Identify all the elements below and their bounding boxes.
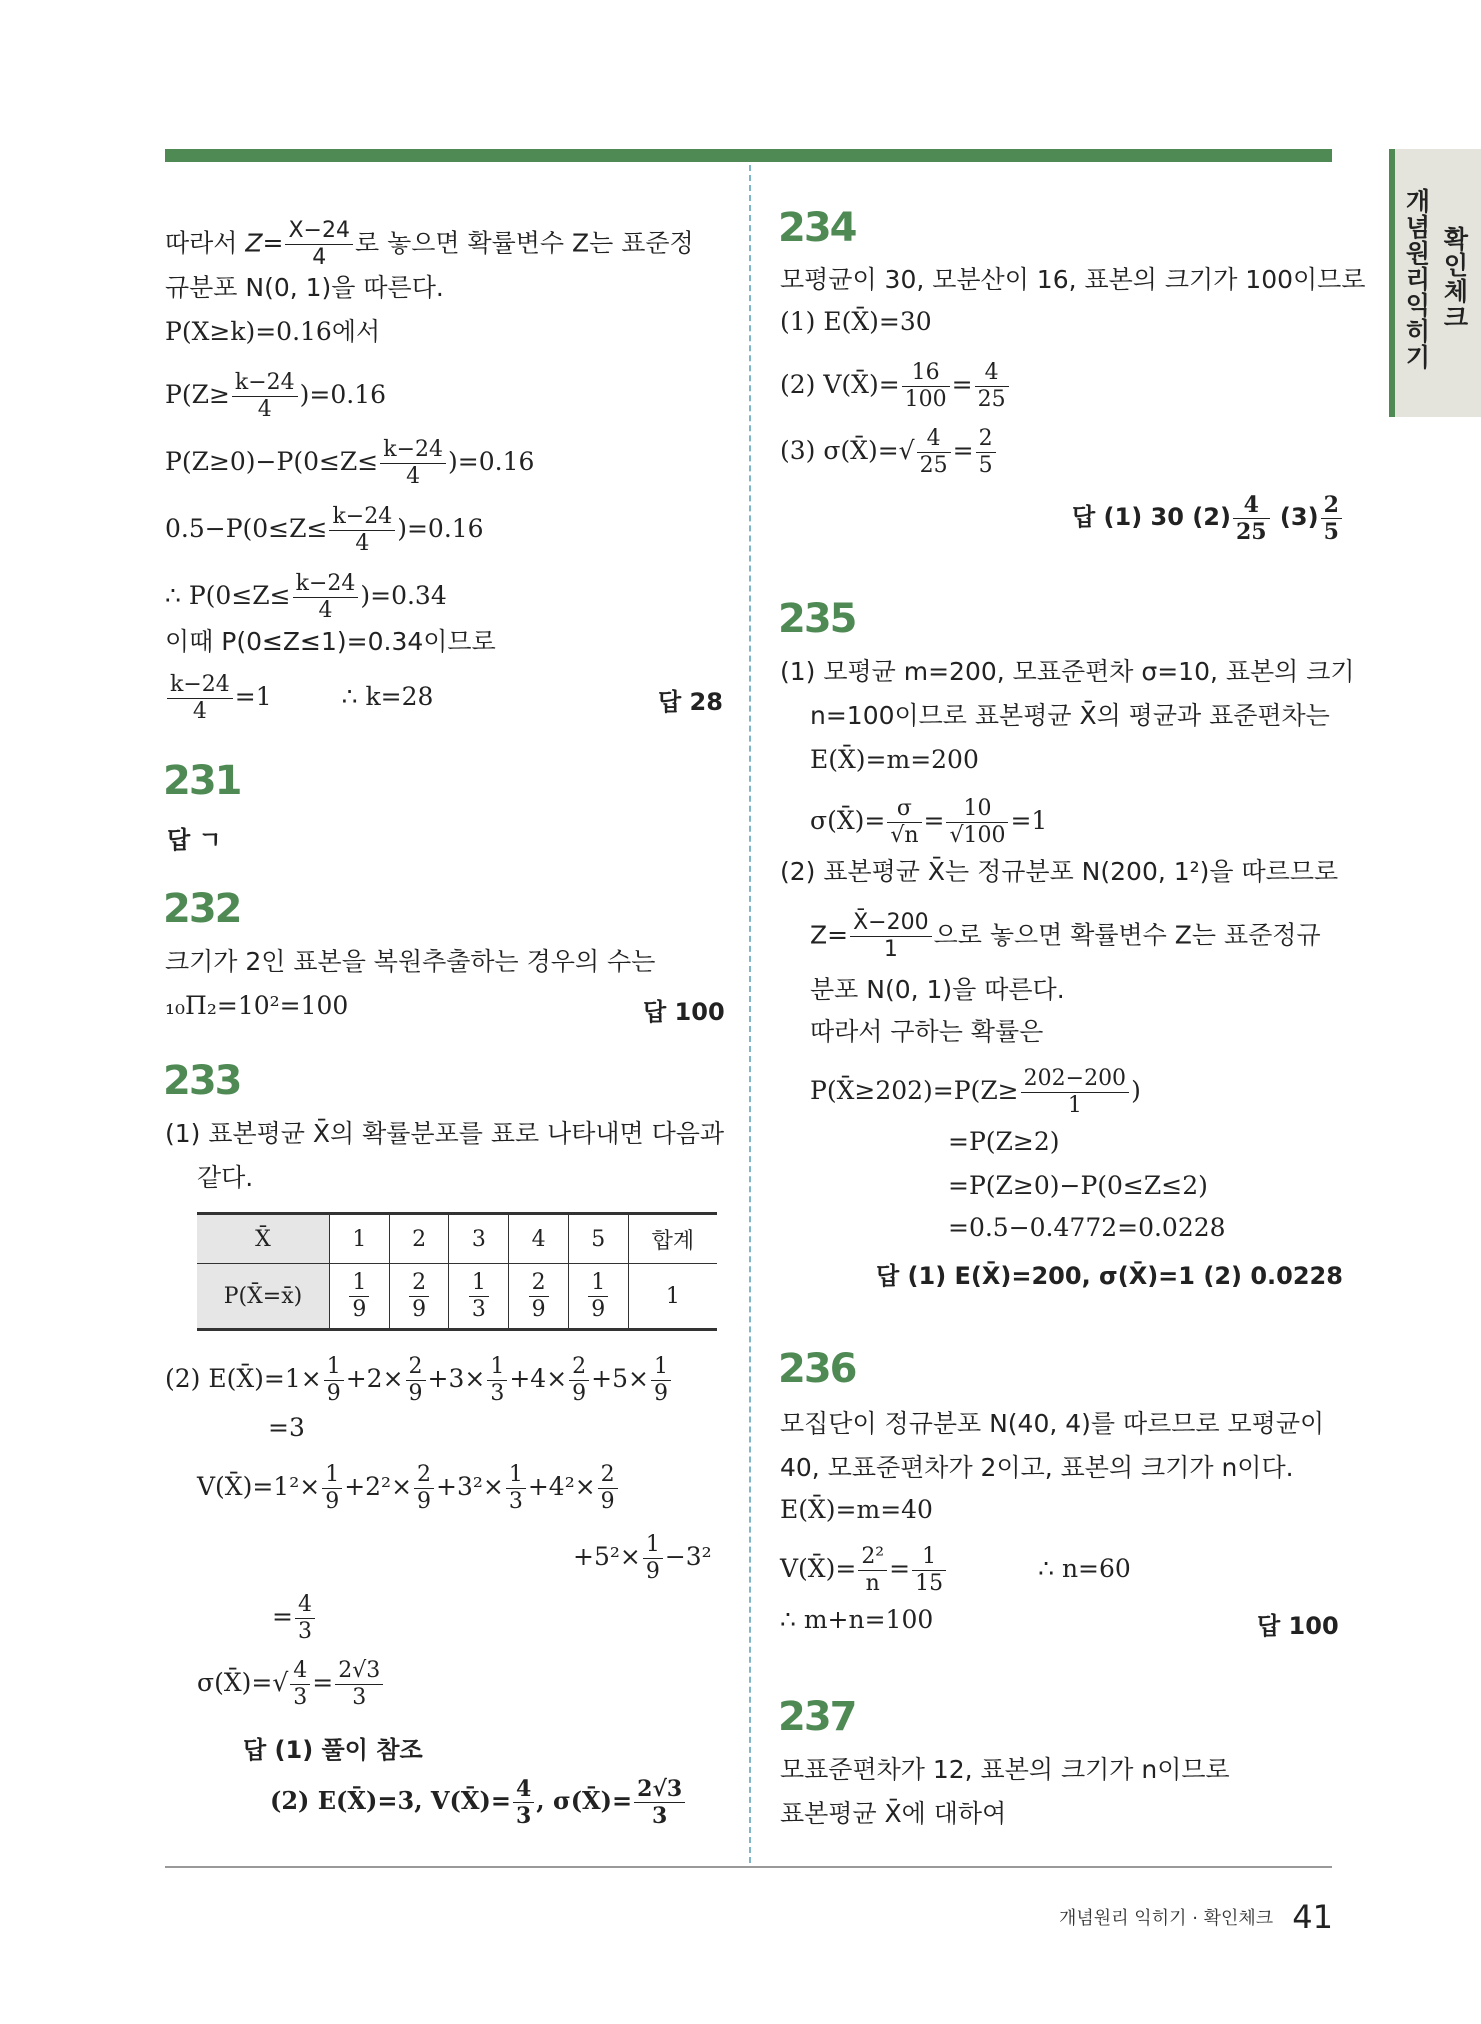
text-line: 분포 N(0, 1)을 따른다. [810,975,1065,1004]
top-green-bar [165,149,1332,162]
math-line: ₁₀Π₂=10²=100 [165,991,349,1020]
problem-number-232: 232 [163,886,241,932]
table-cell: X̄ [197,1214,330,1264]
math-line: $\frac{k-24}{4}$ =1 ∴ k=28 [165,672,433,725]
math-line: P(X̄≥202)=P(Z≥ $\frac{202-200}{1}$ ) [810,1066,1141,1118]
math-line: P(Z≥ $\frac{k-24}{4}$ )=0.16 [165,370,387,422]
text-line: (1) 표본평균 X̄의 확률분포를 표로 나타내면 다음과 [165,1119,725,1148]
table-cell: 5 [568,1214,628,1264]
math-line: +5²× $\frac{1}{9}$ −3² [573,1532,712,1584]
page-footer [1059,1898,1333,1936]
answer-231: 답 ㄱ [167,826,222,854]
answer-232: 답 100 [643,998,725,1026]
math-line: =P(Z≥2) [948,1127,1060,1156]
column-divider [749,165,751,1863]
math-line: (2) V(X̄)= $\frac{16}{100}$ = $\frac{4}{25}$ [780,360,1011,413]
table-cell: 3 [449,1214,509,1264]
table-row [197,1264,717,1330]
text-line: 이때 P(0≤Z≤1)=0.34이므로 [165,627,496,656]
table-row [197,1214,717,1264]
table-cell: P(X̄=x̄) [197,1264,330,1330]
text-line: 따라서 Z= $\frac{X-24}{4}$ 로 놓으면 확률변수 Z는 표준정 [165,218,694,270]
problem-number-234: 234 [778,205,856,251]
table-cell: $\frac{2}{9}$ [389,1264,449,1330]
math-line: (3) σ(X̄)=√ $\frac{4}{25}$ = $\frac{2}{5}$ [780,426,998,479]
problem-number-236: 236 [778,1346,856,1392]
text-line: 40, 모표준편차가 2이고, 표본의 크기가 n이다. [780,1453,1294,1482]
table-cell: 합계 [628,1214,717,1264]
bottom-rule [165,1866,1332,1868]
problem-number-237: 237 [778,1694,856,1740]
math-line: =P(Z≥0)−P(0≤Z≤2) [948,1171,1208,1200]
math-line: σ(X̄)=√ $\frac{4}{3}$ = $\frac{2√3}{3}$ [197,1658,385,1711]
distribution-table [197,1212,717,1331]
text-line: 표본평균 X̄에 대하여 [780,1799,1007,1828]
answer-233-part1: 답 (1) 풀이 참조 [243,1736,423,1764]
answer-234: 답 (1) 30 (2) $\frac{4}{25}$ (3) $\frac{2}{5}$ [1072,492,1344,545]
text-line: (2) 표본평균 X̄는 정규분포 N(200, 1²)을 따르므로 [780,857,1339,886]
math-line: ∴ P(0≤Z≤ $\frac{k-24}{4}$ )=0.34 [165,571,447,623]
side-tab-line2: 확인체크 [1443,225,1469,332]
problem-number-231: 231 [163,758,241,804]
answer-236: 답 100 [1257,1612,1339,1640]
math-line: V(X̄)= $\frac{\text{2²}}{n}$ = $\frac{1}{15}$ ∴ n=60 [780,1544,1131,1596]
math-line: E(X̄)=m=40 [780,1495,933,1524]
math-line: =3 [268,1413,305,1442]
math-line: 0.5−P(0≤Z≤ $\frac{k-24}{4}$ )=0.16 [165,504,484,556]
table-cell: $\frac{1}{3}$ [449,1264,509,1330]
side-tab-line1: 개념원리 익히기 [1405,187,1431,372]
text-line: 규분포 N(0, 1)을 따른다. [165,273,444,302]
table-cell: 1 [628,1264,717,1330]
text-line: 따라서 구하는 확률은 [810,1017,1044,1046]
math-line: P(Z≥0)−P(0≤Z≤ $\frac{k-24}{4}$ )=0.16 [165,437,535,489]
math-line: P(X≥k)=0.16에서 [165,317,381,346]
table-cell: $\frac{1}{9}$ [330,1264,390,1330]
text-line: n=100이므로 표본평균 X̄의 평균과 표준편차는 [810,701,1330,730]
table-cell: 2 [389,1214,449,1264]
math-line: ∴ m+n=100 [780,1605,934,1634]
table-cell: $\frac{1}{9}$ [568,1264,628,1330]
text-line: 같다. [197,1163,254,1192]
answer-233-part2: (2) E(X̄)=3, V(X̄)= $\frac{4}{3}$ , σ(X̄)= $\frac{2√3}{3}$ [270,1776,687,1829]
table-cell: 4 [509,1214,569,1264]
math-line: =0.5−0.4772=0.0228 [948,1213,1226,1242]
math-line: (2) E(X̄)=1× $\frac{1}{9}$ +2× $\frac{2}{9}$ +3× $\frac{1}{3}$ +4× $\frac{2}{9}$ +5× $\frac{1}{9}$ [165,1354,673,1407]
math-line: Z= $\frac{X̄-200}{1}$ 으로 놓으면 확률변수 Z는 표준정규 [810,910,1321,962]
text-line: 모표준편차가 12, 표본의 크기가 n이므로 [780,1755,1230,1784]
footer-section-label: 개념원리 익히기 · 확인체크 [1059,1908,1274,1929]
text-line: 모평균이 30, 모분산이 16, 표본의 크기가 100이므로 [780,265,1366,294]
text-line: 크기가 2인 표본을 복원추출하는 경우의 수는 [165,947,656,976]
math-line: = $\frac{4}{3}$ [272,1592,317,1645]
table-cell: $\frac{2}{9}$ [509,1264,569,1330]
page-number: 41 [1292,1898,1333,1936]
math-line: σ(X̄)= $\frac{\sigma}{√n}$ = $\frac{10}{√100}$ =1 [810,796,1048,848]
text-line: 모집단이 정규분포 N(40, 4)를 따르므로 모평균이 [780,1409,1325,1438]
problem-number-233: 233 [163,1058,241,1104]
answer-235: 답 (1) E(X̄)=200, σ(X̄)=1 (2) 0.0228 [876,1262,1343,1290]
math-line: (1) E(X̄)=30 [780,307,932,336]
problem-number-235: 235 [778,596,856,642]
answer-230: 답 28 [658,688,723,716]
side-section-tab [1389,149,1481,417]
math-line: V(X̄)=1²× $\frac{1}{9}$ +2²× $\frac{2}{9}$ +3²× $\frac{1}{3}$ +4²× $\frac{2}{9}$ [197,1462,620,1515]
table-cell: 1 [330,1214,390,1264]
math-line: E(X̄)=m=200 [810,745,979,774]
text-line: (1) 모평균 m=200, 모표준편차 σ=10, 표본의 크기 [780,657,1355,686]
